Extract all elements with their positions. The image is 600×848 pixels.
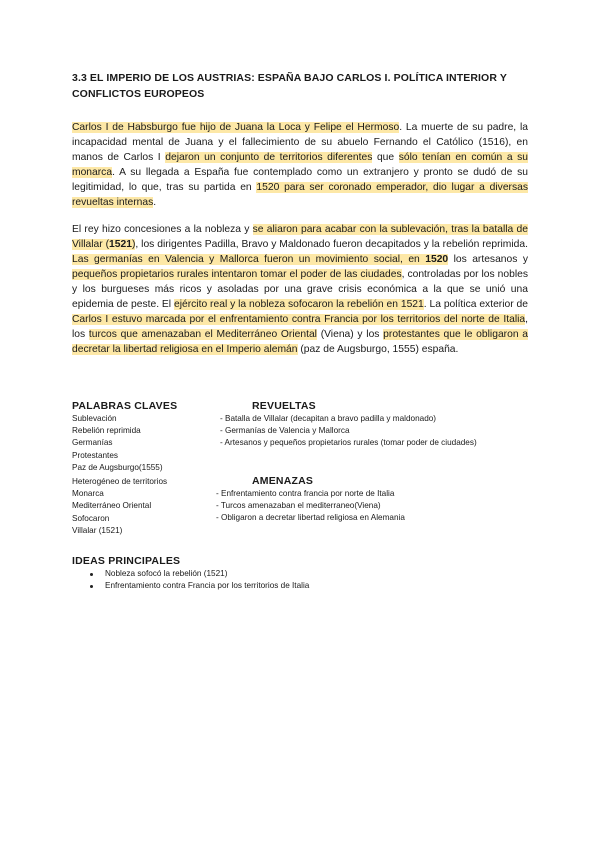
ideas-principales-list (86, 568, 309, 592)
revueltas-heading: REVUELTAS (252, 400, 316, 412)
p2-segment: protestantes que le obligaron a decretar la libertad religiosa en el Imperio alemán (72, 329, 528, 355)
p2-segment: Carlos I estuvo marcada por el enfrentamiento contra Francia por los territorios del norte de Italia (72, 314, 526, 325)
p1-segment: que (372, 152, 399, 163)
bullet-item: Enfrentamiento contra Francia por los territorios de Italia (86, 580, 309, 592)
p2-segment: (paz de Augsburgo, 1555) españa. (297, 344, 459, 355)
palabras-claves-heading: PALABRAS CLAVES (72, 400, 178, 412)
list-item: Sublevación (72, 414, 117, 423)
p1-segment: Carlos I de Habsburgo fue hijo de Juana la Loca y Felipe el Hermoso (72, 122, 400, 133)
p2-segment: turcos que amenazaban el Mediterráneo Oriental (88, 329, 317, 340)
list-item: Villalar (1521) (72, 525, 123, 535)
p2-segment: (Viena) y los (316, 329, 384, 340)
list-item: Germanías (72, 438, 113, 448)
bullet-item: Nobleza sofocó la rebelión (1521) (86, 568, 309, 580)
p1-segment: dejaron un conjunto de territorios diferentes (165, 152, 373, 163)
p2-segment: Las germanías en Valencia y Mallorca fueron un movimiento social, en (72, 254, 426, 265)
paragraph-1 (72, 120, 528, 210)
p1-segment: . (153, 197, 157, 208)
p1-segment: . A su llegada a España fue contemplado como un extranjero y pronto se dudó de su legitimidad, lo que, tras su partida en (72, 167, 528, 193)
list-item: - Germanías de Valencia y Mallorca (220, 426, 350, 436)
amenazas-list (216, 488, 405, 525)
p2-segment: ejército real y la nobleza sofocaron la rebelión en 1521 (173, 299, 424, 310)
list-item: Heterogéneo de territorios (72, 477, 168, 487)
palabras-claves-list (72, 413, 167, 537)
ideas-principales-heading: IDEAS PRINCIPALES (72, 555, 181, 567)
p2-segment: los artesanos y (448, 254, 528, 265)
p2-segment: pequeños propietarios rurales intentaron tomar el poder de las ciudades (72, 269, 402, 280)
list-item: Rebelión reprimida (72, 426, 141, 436)
list-item: Monarca (72, 489, 104, 499)
p2-segment: se aliaron para acabar con la sublevación, tras la batalla de Villalar ( (72, 224, 528, 250)
page-title: 3.3 EL IMPERIO DE LOS AUSTRIAS: ESPAÑA BAJO CARLOS I. POLÍTICA INTERIOR Y CONFLICTOS EUROPEOS (72, 72, 507, 100)
p1-segment: 1520 para ser coronado emperador, dio lugar a diversas revueltas internas (72, 182, 529, 208)
revueltas-list (220, 413, 477, 450)
amenazas-heading: AMENAZAS (252, 475, 314, 487)
p2-segment-bold: 1521 (109, 239, 132, 250)
list-item: Mediterráneo Oriental (72, 501, 152, 511)
p2-segment: , los (72, 314, 528, 340)
list-item: - Artesanos y pequeños propietarios rurales (tomar poder de ciudades) (220, 438, 477, 448)
list-item: Protestantes (72, 450, 118, 460)
list-item: - Obligaron a decretar libertad religiosa en Alemania (216, 513, 405, 523)
list-item: Paz de Augsburgo(1555) (72, 462, 163, 472)
list-item: Sofocaron (72, 513, 110, 523)
p2-segment: , los dirigentes Padilla, Bravo y Maldonado fueron decapitados y la rebelión reprimida. (135, 239, 528, 250)
list-item: - Batalla de Villalar (decapitan a bravo padilla y maldonado) (220, 414, 437, 423)
p2-segment-bold: 1520 (425, 254, 449, 265)
p2-segment: ) (131, 239, 136, 250)
p1-segment: sólo tenían en común a su monarca (72, 152, 528, 178)
p2-segment: , controladas por los nobles y los burgueses más ricos y asoladas por una grave crisis económica a la que se unió una epidemia de peste. El (72, 269, 528, 310)
list-item: - Enfrentamiento contra francia por norte de Italia (216, 489, 395, 498)
p2-segment: . La política exterior de (423, 299, 529, 310)
p2-segment: El rey hizo concesiones a la nobleza y (72, 224, 253, 235)
list-item: - Turcos amenazaban el mediterraneo(Viena) (216, 501, 381, 511)
p1-segment: . La muerte de su padre, la incapacidad mental de Juana y el fallecimiento de su abuelo Fernando el Católico (1516), en manos de Carlos I (72, 122, 528, 163)
paragraph-2 (72, 222, 528, 357)
